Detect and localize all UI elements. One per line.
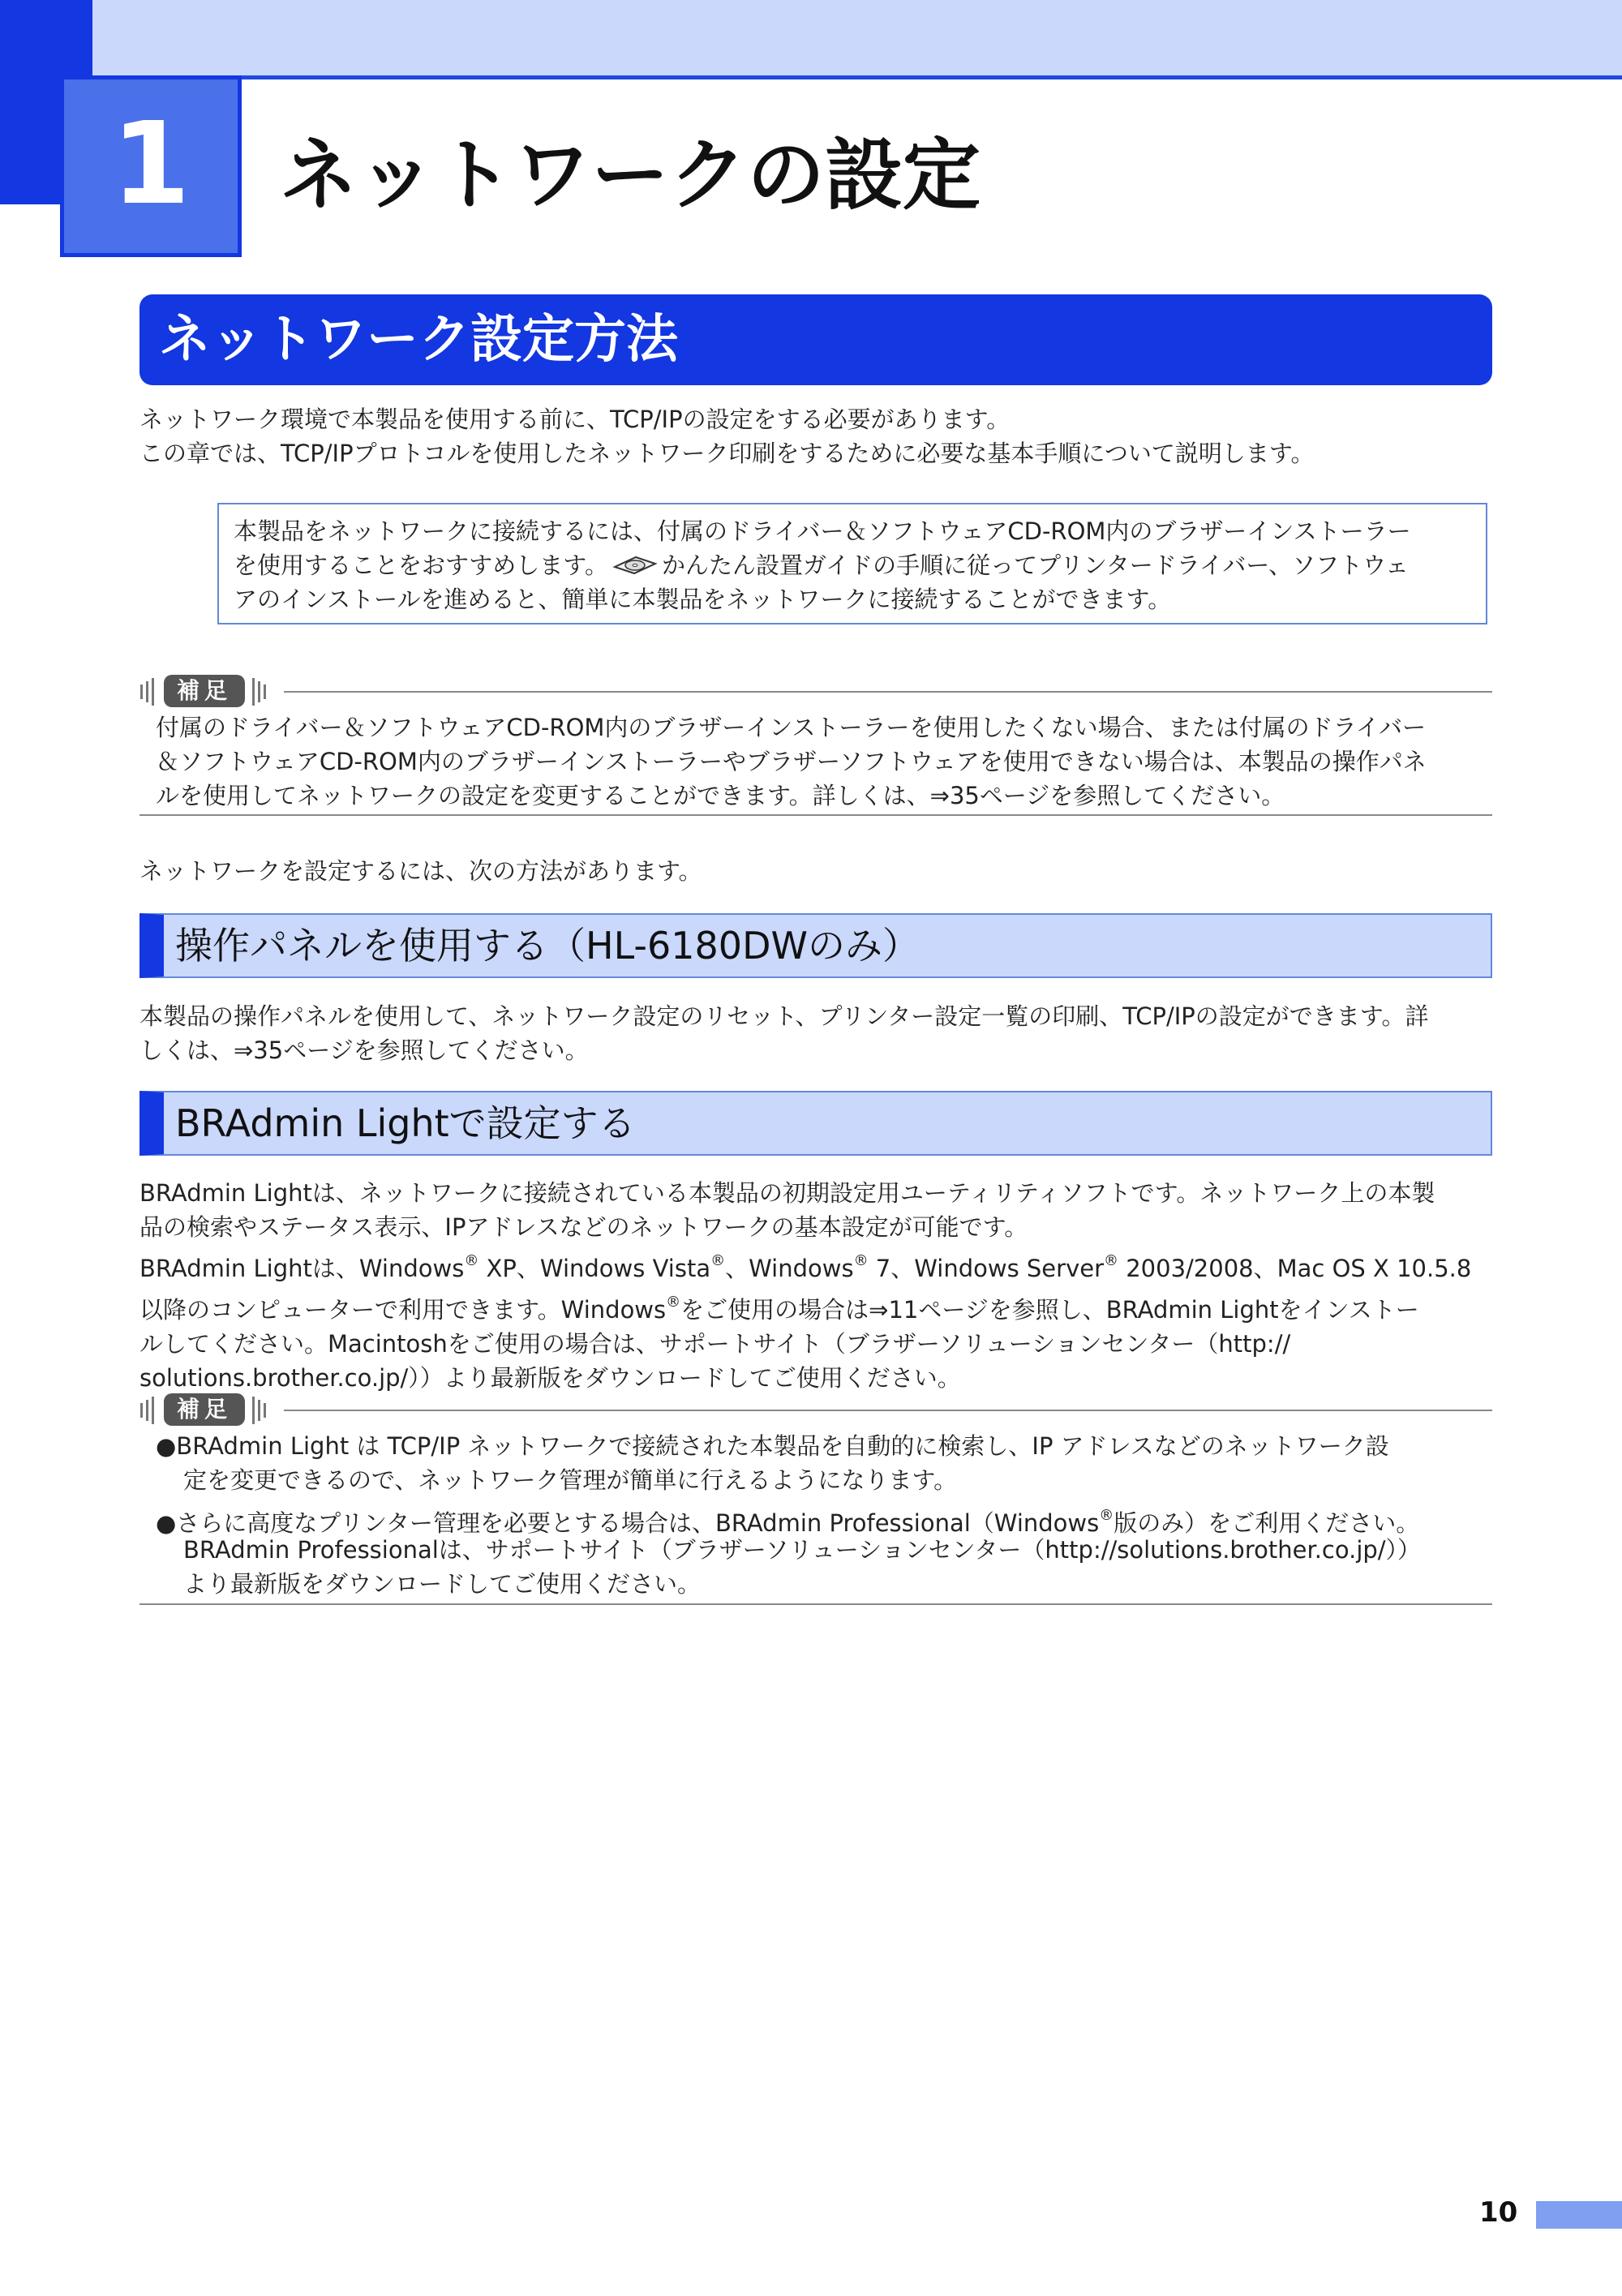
supplement-header — [139, 1392, 1492, 1427]
supplement-bullet-continuation: 定を変更できるので、ネットワーク管理が簡単に行えるようになります。 — [183, 1466, 958, 1494]
supplement-line: 付属のドライバー＆ソフトウェアCD-ROM内のブラザーインストーラーを使用したくない場合、または付属のドライバー — [156, 714, 1427, 741]
bradmin-line: 品の検索やステータス表示、IPアドレスなどのネットワークの基本設定が可能です。 — [139, 1213, 1028, 1241]
supplement-line: ルを使用してネットワークの設定を変更することができます。詳しくは、⇒35ページを参照してください。 — [156, 782, 1285, 809]
bradmin-line: solutions.brother.co.jp/））より最新版をダウンロードしてご使用ください。 — [139, 1364, 961, 1392]
supplement-text — [156, 710, 1427, 813]
methods-intro-line: ネットワークを設定するには、次の方法があります。 — [139, 857, 702, 885]
subsection-title: BRAdmin Lightで設定する — [175, 1101, 636, 1145]
intro-line: この章では、TCP/IPプロトコルを使用したネットワーク印刷をするために必要な基本手順について説明します。 — [139, 440, 1315, 467]
supplement-end-rule — [139, 814, 1492, 816]
chapter-title: ネットワークの設定 — [280, 130, 980, 221]
recommendation-line: 本製品をネットワークに接続するには、付属のドライバー＆ソフトウェアCD-ROM内のブラザーインストーラー — [234, 517, 1411, 545]
intro-line: ネットワーク環境で本製品を使用する前に、TCP/IPの設定をする必要があります。 — [139, 406, 1011, 433]
methods-intro — [139, 854, 702, 888]
supplement-bars-icon — [250, 1397, 268, 1424]
panel-description-line: しくは、⇒35ページを参照してください。 — [139, 1036, 589, 1064]
intro-paragraph — [139, 402, 1315, 470]
bradmin-line: BRAdmin Lightは、Windows® XP、Windows Vista®、Windows® 7、Windows Server® 2003/2008、Mac OS X 10.5.8 — [139, 1252, 1472, 1282]
panel-description-line: 本製品の操作パネルを使用して、ネットワーク設定のリセット、プリンター設定一覧の印刷、TCP/IPの設定ができます。詳 — [139, 1002, 1429, 1030]
section-title: ネットワーク設定方法 — [159, 310, 678, 370]
bradmin-line: BRAdmin Lightは、ネットワークに接続されている本製品の初期設定用ユーティリティソフトです。ネットワーク上の本製 — [139, 1179, 1435, 1207]
header-rule — [91, 75, 1622, 79]
chapter-number-box — [60, 75, 242, 257]
recommendation-text — [234, 514, 1411, 616]
supplement-line: ＆ソフトウェアCD-ROM内のブラザーインストーラーやブラザーソフトウェアを使用できない場合は、本製品の操作パネ — [156, 748, 1427, 775]
recommendation-text-part: かんたん設置ガイドの手順に従ってプリンタードライバー、ソフトウェ — [661, 551, 1410, 579]
recommendation-text-part: を使用することをおすすめします。 — [234, 551, 608, 579]
supplement-badge: 補足 — [164, 1393, 245, 1426]
supplement-bars-icon — [139, 1397, 157, 1424]
supplement-bullet: ●さらに高度なプリンター管理を必要とする場合は、BRAdmin Professional（Windows®版のみ）をご利用ください。 — [156, 1507, 1420, 1537]
chapter-number: 1 — [111, 98, 191, 230]
bradmin-line: ルしてください。Macintoshをご使用の場合は、サポートサイト（ブラザーソリューションセンター（http:// — [139, 1330, 1291, 1358]
supplement-end-rule — [139, 1603, 1492, 1605]
recommendation-line: アのインストールを進めると、簡単に本製品をネットワークに接続することができます。 — [234, 586, 1172, 613]
section-banner — [139, 294, 1492, 385]
recommendation-box — [217, 503, 1487, 624]
supplement-badge: 補足 — [164, 675, 245, 707]
supplement-rule — [284, 1410, 1492, 1411]
subsection-header-panel — [139, 913, 1492, 978]
subsection-header-bradmin — [139, 1091, 1492, 1156]
supplement-bars-icon — [250, 678, 268, 706]
supplement-bars-icon — [139, 678, 157, 706]
subsection-title: 操作パネルを使用する（HL-6180DWのみ） — [175, 924, 920, 968]
supplement-bullet-continuation: より最新版をダウンロードしてご使用ください。 — [183, 1570, 702, 1598]
page-number: 10 — [1479, 2196, 1518, 2229]
page-tab — [1536, 2201, 1622, 2229]
panel-description — [139, 999, 1428, 1067]
bradmin-description — [139, 1176, 1471, 1395]
supplement-bullet-continuation: BRAdmin Professionalは、サポートサイト（ブラザーソリューションセンター（http://solutions.brother.co.jp/）） — [183, 1536, 1422, 1564]
supplement-bullet: ●BRAdmin Light は TCP/IP ネットワークで接続された本製品を自動的に検索し、IP アドレスなどのネットワーク設 — [156, 1432, 1389, 1460]
bradmin-line: 以降のコンピューターで利用できます。Windows®をご使用の場合は⇒11ページを参照し、BRAdmin Lightをインストー — [139, 1294, 1419, 1324]
cd-rom-icon — [611, 554, 659, 577]
header-band — [0, 0, 1622, 75]
recommendation-line — [234, 548, 1411, 582]
supplement-rule — [284, 691, 1492, 693]
supplement-header — [139, 673, 1492, 709]
